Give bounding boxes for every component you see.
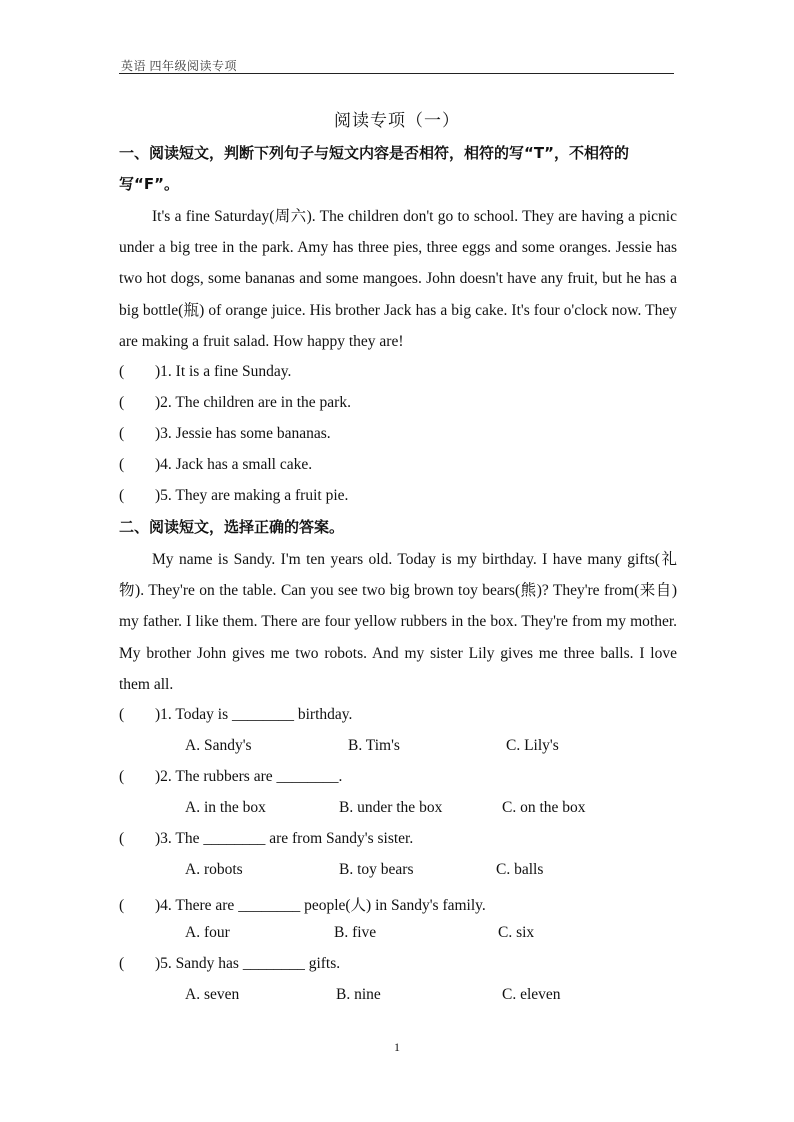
page-title: 阅读专项（一） <box>334 111 460 130</box>
judge-item-4 <box>119 456 312 474</box>
option-b[interactable]: B. toy bears <box>339 861 414 878</box>
option-b[interactable]: B. under the box <box>339 799 443 816</box>
section1-heading-line1: 一、阅读短文，判断下列句子与短文内容是否相符，相符的写“T”，不相符的 <box>119 144 629 162</box>
option-a[interactable]: A. Sandy's <box>185 737 252 754</box>
option-c[interactable]: C. balls <box>496 861 544 878</box>
answer-blank[interactable]: ( <box>119 830 125 847</box>
question-stem: )2. The rubbers are ________. <box>155 768 343 785</box>
page-number: 1 <box>394 1040 400 1054</box>
option-b[interactable]: B. nine <box>336 986 381 1003</box>
section1-heading-line2: 写“F”。 <box>119 175 179 193</box>
judge-statement: )4. Jack has a small cake. <box>155 456 313 473</box>
option-a[interactable]: A. four <box>185 924 230 941</box>
judge-statement: )5. They are making a fruit pie. <box>155 487 349 504</box>
page-header: 英语 四年级阅读专项 <box>121 59 238 73</box>
judge-statement: )2. The children are in the park. <box>155 394 351 411</box>
question-stem: )3. The ________ are from Sandy's sister. <box>155 830 414 847</box>
option-c[interactable]: C. Lily's <box>506 737 559 754</box>
section2-heading: 二、阅读短文，选择正确的答案。 <box>119 518 345 536</box>
answer-blank[interactable]: ( <box>119 363 125 380</box>
answer-blank[interactable]: ( <box>119 425 125 442</box>
section2-passage: My name is Sandy. I'm ten years old. Today is my birthday. I have many gifts(礼物). They're on the table. Can you see two big brown toy bears(熊)? They're from(来自) my father. I like them. There are four yellow rubbers in the box. They're from my mother. My brother John gives me two robots. And my sister Lily gives me three balls. I love them all. <box>119 551 677 693</box>
question-stem: )5. Sandy has ________ gifts. <box>155 955 341 972</box>
answer-blank[interactable]: ( <box>119 706 125 723</box>
judge-statement: )3. Jessie has some bananas. <box>155 425 331 442</box>
judge-item-5 <box>119 487 348 505</box>
answer-blank[interactable]: ( <box>119 487 125 504</box>
question-1 <box>119 706 352 724</box>
header-divider <box>119 73 674 74</box>
option-a[interactable]: A. in the box <box>185 799 266 816</box>
option-c[interactable]: C. on the box <box>502 799 586 816</box>
answer-blank[interactable]: ( <box>119 768 125 785</box>
question-stem: )1. Today is ________ birthday. <box>155 706 353 723</box>
option-c[interactable]: C. six <box>498 924 535 941</box>
option-a[interactable]: A. seven <box>185 986 240 1003</box>
answer-blank[interactable]: ( <box>119 394 125 411</box>
answer-blank[interactable]: ( <box>119 456 125 473</box>
option-b[interactable]: B. Tim's <box>348 737 400 754</box>
judge-item-1 <box>119 363 291 381</box>
answer-blank[interactable]: ( <box>119 897 125 914</box>
judge-item-3 <box>119 425 331 443</box>
question-3 <box>119 830 413 848</box>
option-c[interactable]: C. eleven <box>502 986 561 1003</box>
answer-blank[interactable]: ( <box>119 955 125 972</box>
judge-statement: )1. It is a fine Sunday. <box>155 363 292 380</box>
question-2 <box>119 768 342 786</box>
option-b[interactable]: B. five <box>334 924 377 941</box>
question-4 <box>119 893 486 915</box>
option-a[interactable]: A. robots <box>185 861 243 878</box>
question-stem: )4. There are ________ people(人) in Sandy's family. <box>155 897 486 914</box>
section1-passage: It's a fine Saturday(周六). The children don't go to school. They are having a picnic under a big tree in the park. Amy has three pies, three eggs and some oranges. Jessie has two hot dogs, some bananas and some mangoes. John doesn't have any fruit, but he has a big bottle(瓶) of orange juice. His brother Jack has a big cake. It's four o'clock now. They are making a fruit salad. How happy they are! <box>119 208 677 350</box>
question-5 <box>119 955 340 973</box>
judge-item-2 <box>119 394 351 412</box>
